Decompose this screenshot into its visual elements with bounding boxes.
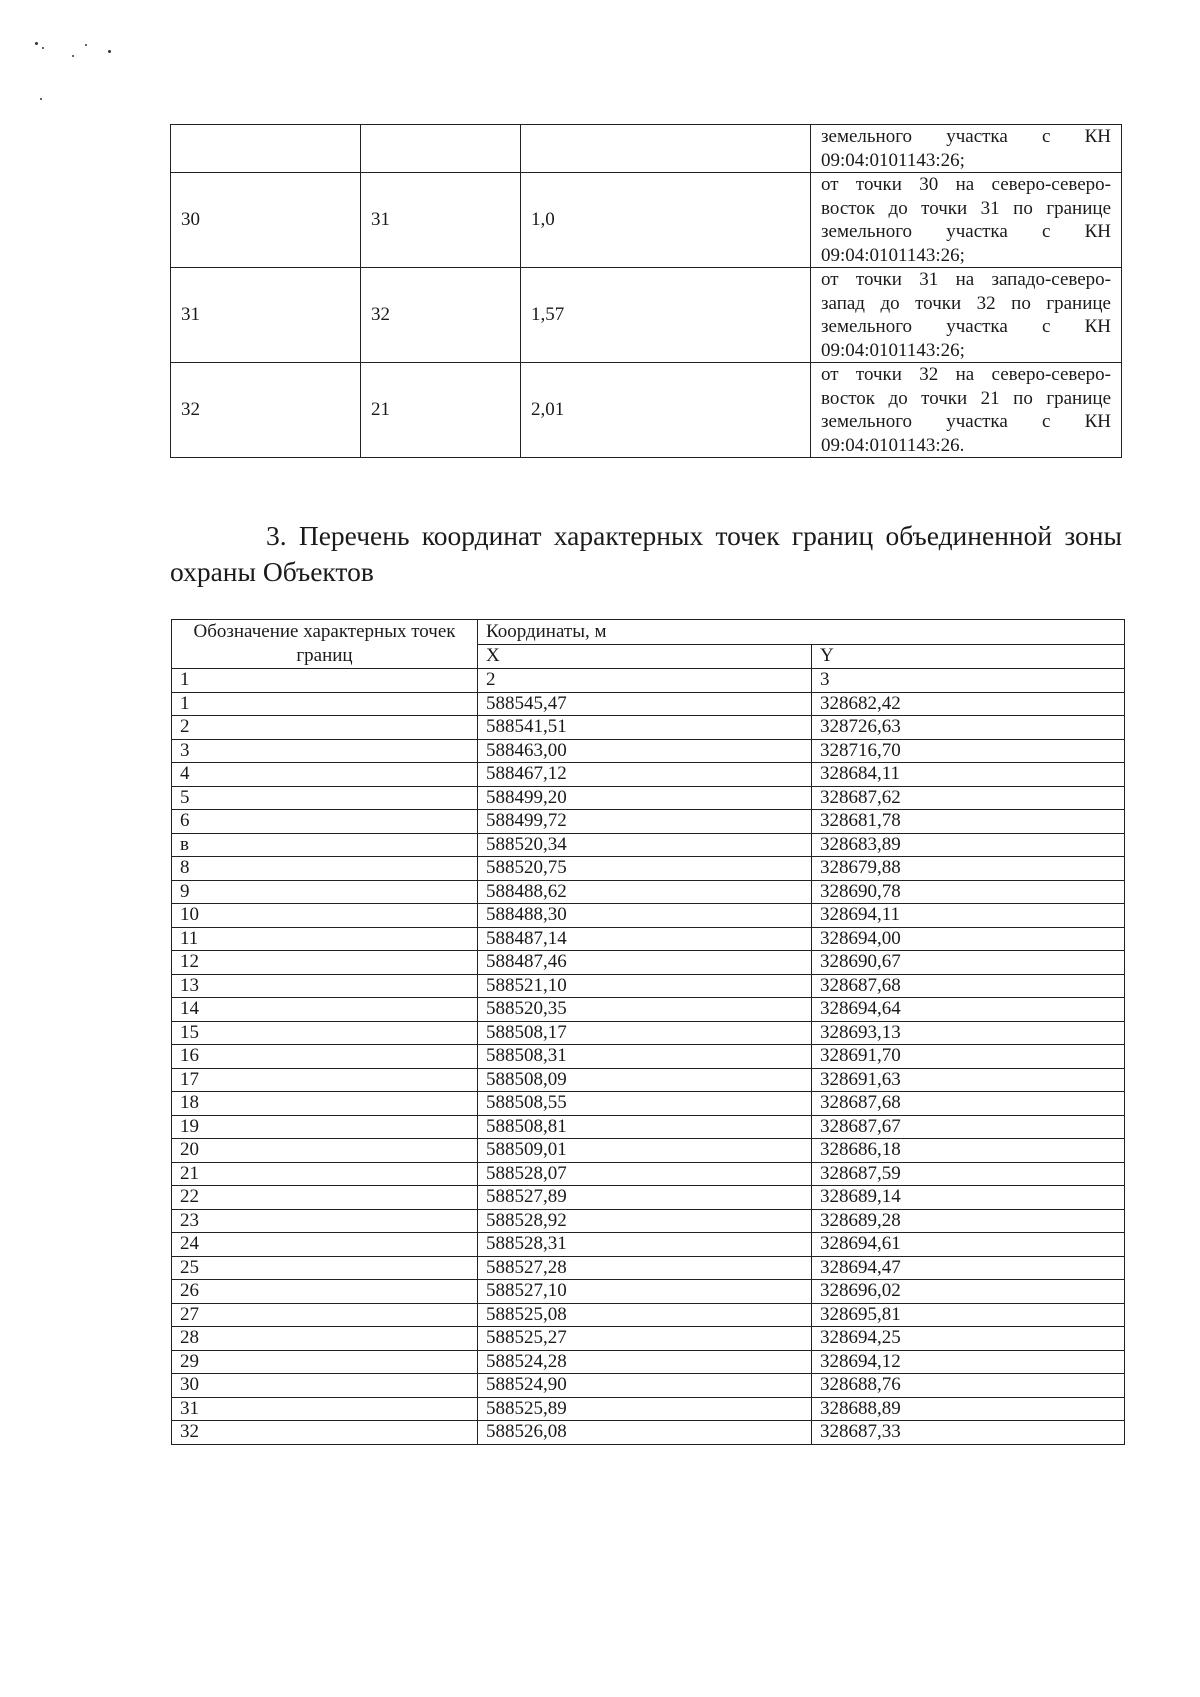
- y-coordinate-cell: 328684,11: [812, 763, 1125, 787]
- description-line: земельного участка с КН: [821, 221, 1111, 242]
- length-cell: 1,57: [521, 268, 811, 363]
- table-row: [172, 716, 1125, 740]
- table-row: [172, 1068, 1125, 1092]
- y-coordinate-cell: 328687,33: [812, 1421, 1125, 1445]
- table-row: [172, 1256, 1125, 1280]
- y-coordinate-cell: 328688,89: [812, 1397, 1125, 1421]
- table-row: [172, 904, 1125, 928]
- point-id-cell: 21: [172, 1162, 478, 1186]
- y-coordinate-cell: 328694,12: [812, 1350, 1125, 1374]
- description-line: 09:04:0101143:26;: [821, 244, 965, 266]
- point-id-cell: 27: [172, 1303, 478, 1327]
- x-coordinate-cell: 588521,10: [478, 974, 812, 998]
- description-line: восток до точки 21 по границе: [821, 387, 1111, 409]
- y-coordinate-cell: 328694,00: [812, 927, 1125, 951]
- boundary-row: [171, 173, 1122, 268]
- point-id-cell: 16: [172, 1045, 478, 1069]
- y-coordinate-cell: 328691,63: [812, 1068, 1125, 1092]
- x-coordinate-cell: 588509,01: [478, 1139, 812, 1163]
- y-coordinate-cell: 328688,76: [812, 1374, 1125, 1398]
- x-coordinate-cell: 588508,55: [478, 1092, 812, 1116]
- y-coordinate-cell: 328696,02: [812, 1280, 1125, 1304]
- y-column-header: Y: [812, 644, 1125, 669]
- description-line: от точки 31 на западо-северо-: [821, 269, 1111, 290]
- x-coordinate-cell: 588528,07: [478, 1162, 812, 1186]
- description-line: 09:04:0101143:26.: [821, 434, 965, 456]
- column-number-2: 2: [478, 669, 812, 693]
- table-row: [172, 1021, 1125, 1045]
- table-row: [172, 1397, 1125, 1421]
- point-id-cell: 25: [172, 1256, 478, 1280]
- scan-speck: [40, 98, 42, 100]
- x-coordinate-cell: 588527,10: [478, 1280, 812, 1304]
- from-point-cell: 32: [171, 363, 361, 458]
- direction-description-cell: [811, 268, 1122, 363]
- description-line: земельного участка с КН: [821, 411, 1111, 432]
- y-coordinate-cell: 328683,89: [812, 833, 1125, 857]
- table-row: [172, 927, 1125, 951]
- x-coordinate-cell: 588499,72: [478, 810, 812, 834]
- table-row: [172, 1233, 1125, 1257]
- table-row: [172, 1280, 1125, 1304]
- x-coordinate-cell: 588520,35: [478, 998, 812, 1022]
- point-id-cell: 10: [172, 904, 478, 928]
- scan-speck: [108, 50, 111, 53]
- y-coordinate-cell: 328687,59: [812, 1162, 1125, 1186]
- scan-speck: [42, 47, 44, 49]
- coords-label-header: Координаты, м: [478, 620, 1125, 645]
- table-row: [172, 1209, 1125, 1233]
- y-coordinate-cell: 328693,13: [812, 1021, 1125, 1045]
- x-coordinate-cell: 588488,30: [478, 904, 812, 928]
- from-point-cell: [171, 125, 361, 173]
- x-coordinate-cell: 588525,08: [478, 1303, 812, 1327]
- x-coordinate-cell: 588508,81: [478, 1115, 812, 1139]
- scan-speck: [35, 42, 38, 45]
- x-coordinate-cell: 588524,90: [478, 1374, 812, 1398]
- point-id-cell: 19: [172, 1115, 478, 1139]
- table-row: [172, 1327, 1125, 1351]
- description-line: земельного участка с КН: [821, 316, 1111, 337]
- point-id-cell: в: [172, 833, 478, 857]
- point-id-cell: 32: [172, 1421, 478, 1445]
- point-id-cell: 11: [172, 927, 478, 951]
- y-coordinate-cell: 328694,64: [812, 998, 1125, 1022]
- table-row: [172, 857, 1125, 881]
- description-line: восток до точки 31 по границе: [821, 197, 1111, 219]
- y-coordinate-cell: 328679,88: [812, 857, 1125, 881]
- to-point-cell: 31: [361, 173, 521, 268]
- x-coordinate-cell: 588525,27: [478, 1327, 812, 1351]
- point-id-cell: 30: [172, 1374, 478, 1398]
- column-number-3: 3: [812, 669, 1125, 693]
- x-coordinate-cell: 588528,92: [478, 1209, 812, 1233]
- point-id-cell: 20: [172, 1139, 478, 1163]
- x-coordinate-cell: 588508,17: [478, 1021, 812, 1045]
- x-coordinate-cell: 588487,46: [478, 951, 812, 975]
- point-id-cell: 6: [172, 810, 478, 834]
- column-number-1: 1: [172, 669, 478, 693]
- description-line: запад до точки 32 по границе: [821, 292, 1111, 314]
- direction-description-cell: [811, 173, 1122, 268]
- x-coordinate-cell: 588526,08: [478, 1421, 812, 1445]
- y-coordinate-cell: 328690,67: [812, 951, 1125, 975]
- x-coordinate-cell: 588541,51: [478, 716, 812, 740]
- y-coordinate-cell: 328716,70: [812, 739, 1125, 763]
- boundary-row: [171, 268, 1122, 363]
- direction-description-cell: [811, 363, 1122, 458]
- point-id-cell: 18: [172, 1092, 478, 1116]
- boundary-row: [171, 125, 1122, 173]
- from-point-cell: 31: [171, 268, 361, 363]
- section-heading: [170, 518, 1122, 590]
- table-row: [172, 951, 1125, 975]
- point-id-cell: 14: [172, 998, 478, 1022]
- x-coordinate-cell: 588528,31: [478, 1233, 812, 1257]
- point-id-cell: 1: [172, 692, 478, 716]
- y-coordinate-cell: 328695,81: [812, 1303, 1125, 1327]
- point-id-cell: 15: [172, 1021, 478, 1045]
- coordinates-table-header: [172, 620, 1125, 693]
- to-point-cell: 21: [361, 363, 521, 458]
- table-row: [172, 739, 1125, 763]
- x-coordinate-cell: 588520,75: [478, 857, 812, 881]
- to-point-cell: [361, 125, 521, 173]
- from-point-cell: 30: [171, 173, 361, 268]
- x-coordinate-cell: 588467,12: [478, 763, 812, 787]
- boundary-row: [171, 363, 1122, 458]
- coordinates-table-body: [172, 692, 1125, 1444]
- coordinates-table: [171, 619, 1125, 1445]
- x-column-header: X: [478, 644, 812, 669]
- x-coordinate-cell: 588499,20: [478, 786, 812, 810]
- point-id-cell: 2: [172, 716, 478, 740]
- x-coordinate-cell: 588487,14: [478, 927, 812, 951]
- point-id-cell: 24: [172, 1233, 478, 1257]
- point-id-cell: 3: [172, 739, 478, 763]
- y-coordinate-cell: 328694,61: [812, 1233, 1125, 1257]
- description-line: 09:04:0101143:26;: [821, 339, 965, 361]
- length-cell: 2,01: [521, 363, 811, 458]
- point-id-cell: 23: [172, 1209, 478, 1233]
- point-id-cell: 17: [172, 1068, 478, 1092]
- description-line: земельного участка с КН: [821, 126, 1111, 147]
- y-coordinate-cell: 328689,28: [812, 1209, 1125, 1233]
- table-row: [172, 974, 1125, 998]
- x-coordinate-cell: 588524,28: [478, 1350, 812, 1374]
- point-id-cell: 29: [172, 1350, 478, 1374]
- y-coordinate-cell: 328694,25: [812, 1327, 1125, 1351]
- point-label-header: Обозначение характерных точек границ: [172, 620, 478, 669]
- x-coordinate-cell: 588527,28: [478, 1256, 812, 1280]
- table-row: [172, 1303, 1125, 1327]
- boundary-description-body: [171, 125, 1122, 458]
- x-coordinate-cell: 588525,89: [478, 1397, 812, 1421]
- x-coordinate-cell: 588520,34: [478, 833, 812, 857]
- y-coordinate-cell: 328681,78: [812, 810, 1125, 834]
- table-row: [172, 833, 1125, 857]
- table-row: [172, 1139, 1125, 1163]
- length-cell: 1,0: [521, 173, 811, 268]
- point-id-cell: 22: [172, 1186, 478, 1210]
- table-row: [172, 1092, 1125, 1116]
- to-point-cell: 32: [361, 268, 521, 363]
- y-coordinate-cell: 328687,68: [812, 1092, 1125, 1116]
- description-line: от точки 32 на северо-северо-: [821, 364, 1111, 385]
- point-id-cell: 8: [172, 857, 478, 881]
- y-coordinate-cell: 328691,70: [812, 1045, 1125, 1069]
- table-row: [172, 763, 1125, 787]
- y-coordinate-cell: 328726,63: [812, 716, 1125, 740]
- y-coordinate-cell: 328687,68: [812, 974, 1125, 998]
- table-row: [172, 692, 1125, 716]
- point-id-cell: 5: [172, 786, 478, 810]
- scan-speck: [72, 55, 74, 57]
- point-id-cell: 28: [172, 1327, 478, 1351]
- table-row: [172, 1186, 1125, 1210]
- x-coordinate-cell: 588527,89: [478, 1186, 812, 1210]
- point-id-cell: 13: [172, 974, 478, 998]
- description-line: от точки 30 на северо-северо-: [821, 174, 1111, 195]
- table-row: [172, 1350, 1125, 1374]
- section-heading-line1: 3. Перечень координат характерных точек границ объединенной зоны: [266, 520, 1122, 551]
- y-coordinate-cell: 328687,62: [812, 786, 1125, 810]
- section-heading-line2: охраны Объектов: [170, 556, 374, 587]
- point-id-cell: 12: [172, 951, 478, 975]
- table-row: [172, 880, 1125, 904]
- x-coordinate-cell: 588508,09: [478, 1068, 812, 1092]
- y-coordinate-cell: 328690,78: [812, 880, 1125, 904]
- x-coordinate-cell: 588508,31: [478, 1045, 812, 1069]
- point-id-cell: 9: [172, 880, 478, 904]
- x-coordinate-cell: 588488,62: [478, 880, 812, 904]
- table-row: [172, 1374, 1125, 1398]
- y-coordinate-cell: 328687,67: [812, 1115, 1125, 1139]
- table-row: [172, 810, 1125, 834]
- y-coordinate-cell: 328686,18: [812, 1139, 1125, 1163]
- boundary-description-table: [170, 124, 1122, 458]
- table-row: [172, 1045, 1125, 1069]
- description-line: 09:04:0101143:26;: [821, 149, 965, 171]
- table-row: [172, 786, 1125, 810]
- table-row: [172, 1115, 1125, 1139]
- table-row: [172, 1162, 1125, 1186]
- y-coordinate-cell: 328689,14: [812, 1186, 1125, 1210]
- x-coordinate-cell: 588463,00: [478, 739, 812, 763]
- table-row: [172, 998, 1125, 1022]
- y-coordinate-cell: 328682,42: [812, 692, 1125, 716]
- table-row: [172, 1421, 1125, 1445]
- y-coordinate-cell: 328694,47: [812, 1256, 1125, 1280]
- point-id-cell: 4: [172, 763, 478, 787]
- point-id-cell: 31: [172, 1397, 478, 1421]
- direction-description-cell: [811, 125, 1122, 173]
- scan-speck: [85, 44, 87, 46]
- point-id-cell: 26: [172, 1280, 478, 1304]
- x-coordinate-cell: 588545,47: [478, 692, 812, 716]
- y-coordinate-cell: 328694,11: [812, 904, 1125, 928]
- length-cell: [521, 125, 811, 173]
